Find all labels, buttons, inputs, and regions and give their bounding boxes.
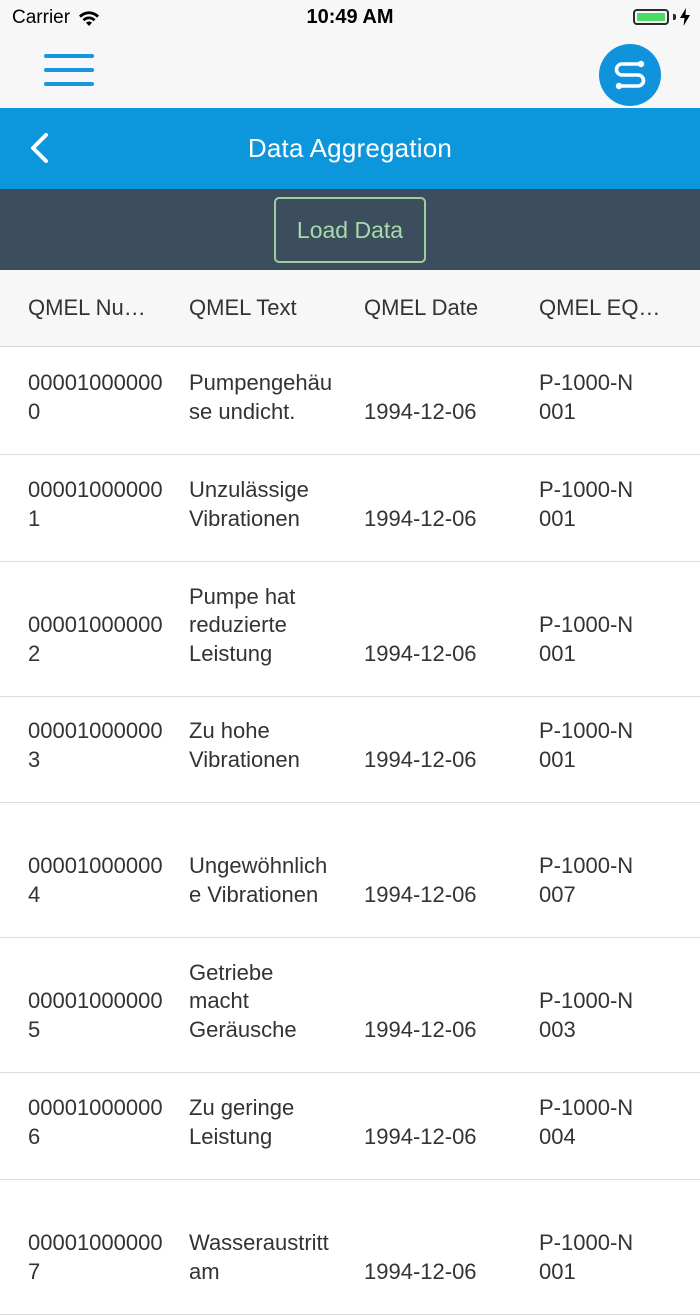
toolbar [0,189,700,270]
table-row[interactable] [0,562,700,697]
qmel-equipment-cell: P-1000-N001 [539,477,634,531]
qmel-number-cell: 000010000004 [28,853,163,907]
carrier-label: Carrier [12,7,71,28]
status-time: 10:49 AM [306,6,394,28]
table-row[interactable] [0,938,700,1073]
column-header-qmel-number[interactable]: QMEL Nu… [28,295,146,320]
qmel-date-cell: 1994-12-06 [364,746,477,772]
menu-line [44,82,94,86]
qmel-date-cell: 1994-12-06 [364,1123,477,1149]
qmel-text-cell: Zu hohe Vibrationen [189,718,300,772]
qmel-text-cell: Getriebe macht Geräusche [189,959,297,1042]
table-body [0,347,700,1284]
qmel-number-cell: 000010000001 [28,477,163,531]
qmel-number-cell: 000010000000 [28,370,163,424]
menu-line [44,54,94,58]
table-row[interactable] [0,803,700,938]
page-title: Data Aggregation [247,133,453,163]
qmel-date-cell: 1994-12-06 [364,881,477,907]
battery-group [633,8,690,26]
qmel-equipment-cell: P-1000-N001 [539,612,634,666]
battery-level [637,13,665,21]
status-bar [0,0,700,36]
qmel-equipment-cell: P-1000-N001 [539,718,634,772]
hamburger-menu-icon[interactable] [44,54,94,90]
battery-tip [673,14,676,20]
qmel-equipment-cell: P-1000-N007 [539,853,634,907]
app-bar [0,36,700,108]
charging-bolt-icon [680,8,690,26]
qmel-number-cell: 000010000005 [28,988,163,1042]
battery-charging-icon [633,9,669,25]
qmel-date-cell: 1994-12-06 [364,505,477,531]
qmel-text-cell: Zu geringe Leistung [189,1095,295,1149]
load-data-button[interactable]: Load Data [274,197,426,263]
qmel-number-cell: 000010000002 [28,612,163,666]
menu-line [44,68,94,72]
qmel-number-cell: 000010000003 [28,718,163,772]
table-header [0,270,700,347]
qmel-equipment-cell: P-1000-N001 [539,1230,634,1284]
column-header-qmel-date[interactable]: QMEL Date [364,295,479,320]
column-header-qmel-equipment[interactable]: QMEL EQ… [539,295,661,320]
table-row[interactable] [0,1073,700,1180]
qmel-date-cell: 1994-12-06 [364,1258,477,1284]
qmel-number-cell: 000010000007 [28,1230,163,1284]
qmel-date-cell: 1994-12-06 [364,398,477,424]
qmel-text-cell: Unzulässige Vibrationen [189,477,309,531]
qmel-text-cell: Pumpengehäuse undicht. [189,370,333,424]
qmel-equipment-cell: P-1000-N001 [539,370,634,424]
column-header-qmel-text[interactable]: QMEL Text [189,295,297,320]
qmel-equipment-cell: P-1000-N003 [539,988,634,1042]
qmel-date-cell: 1994-12-06 [364,640,477,666]
table-row[interactable] [0,455,700,562]
s-path-glyph [610,57,650,93]
qmel-equipment-cell: P-1000-N004 [539,1095,634,1149]
sap-s-logo-icon[interactable] [599,44,661,106]
qmel-text-cell: Wasseraustritt am [189,1230,329,1284]
qmel-number-cell: 000010000006 [28,1095,163,1149]
qmel-text-cell: Pumpe hat reduzierte Leistung [189,583,296,666]
navigation-bar [0,108,700,189]
qmel-text-cell: Ungewöhnliche Vibrationen [189,853,328,907]
table-row[interactable] [0,347,700,455]
table-row[interactable] [0,697,700,803]
table-row[interactable] [0,1180,700,1315]
qmel-date-cell: 1994-12-06 [364,1016,477,1042]
